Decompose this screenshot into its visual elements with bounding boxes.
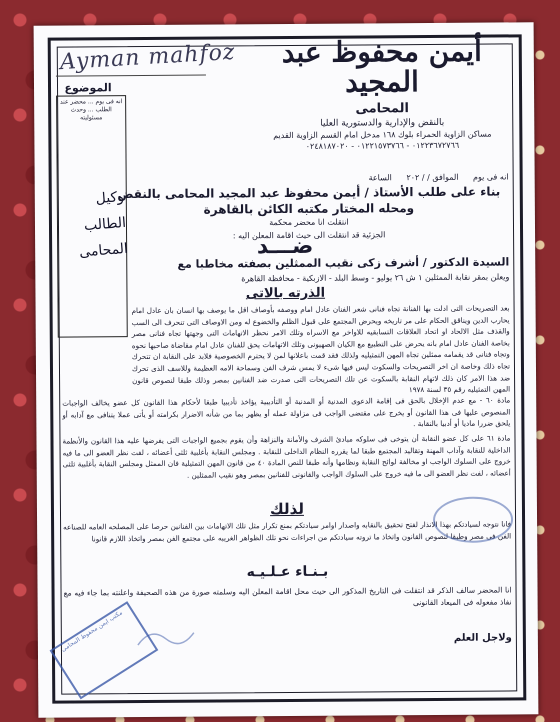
margin-fine-print: انه فى يوم ... محضر عند الطلب ... وحدث مسئوليته: [59, 98, 123, 122]
against-heading: ضـــد: [256, 233, 314, 260]
legal-document: [34, 22, 539, 717]
lawyer-title: المحامى: [355, 101, 409, 117]
section-title: الذرته بالاتى: [245, 285, 326, 302]
closing-heading: بـنـاء عـلـيـه: [246, 563, 329, 581]
requester-block: بناء على طلب الأستاذ / أيمن محفوظ عبد المجيد المحامى بالنقض ومحله المختار مكتبه الكائن بالقاهرة انتقلت انا محضر محكمة الجزئية قد انتقلت الى حيث اقامة المعلن اليه :: [117, 184, 501, 241]
subject-label: الموضوع: [64, 81, 112, 95]
paragraph-statements: بعد التصريحات التى ادلت بها الفنانة تجاه فنانى شعر الفنان عادل امام ووصفه بأوصاف اقل ما يوصف بها انسان بان عادل امام يحارب الدين ويناقق الحكام على مر تاريخه ويحرض المجتمع على قبول الظلم والخضوع له ومن الاوصاف التى تنحرف الى السب والقذف مثل الالحاد او اتحاد العلاقات التسابقيه للاواخر مع الاسراه وتلك الامر نحظر الاتهامات التى وجهتها تجاه فنانى مصر بخاصة الفنان عادل امام بانه يحرض على التطبيع مع الكيان الصهيونى وتلك الاتهامات يحق للفنان عادل امام مقاضاة صاحبها نحوه وتجاه فنانى قد يقمامه ممثلين تجاه المهن التمثيليه ولذلك فقد قمت باعلانها لمن لا يحترم الخصوصية فلابد على النقابة ان تتحرك تجاه ذلك وخاصة ان اخر التصريحات والسكوت ليس فيها شىء لا يمس شرف الفن وسماحة الامه العظيمة وللاسف الذى تحرك ضد هذا الامر كان ذلك لاتهام النقابة بالسكوت عن تلك التصريحات التى صدرت ضد الفنانين بمصر وذلك طبقا لنصوص قانون المهن التمثيليه رقم ٣٥ لسنة ١٩٧٨: [131, 303, 511, 395]
handwritten-signature: Ayman mahfoz: [59, 39, 237, 76]
respondent-block: السيدة الدكتور / أشرف زكى نقيب الممثلين بصفته مخاطبا مع ويعلن بمقر نقابة الممثلين ١ ش ٢٦ يوليو - وسط البلد - الازبكية - محافظة القاهرة: [177, 255, 510, 284]
lawyer-name: أيمن محفوظ عبد المجيد: [281, 34, 482, 99]
section-therefore: لذلك: [269, 499, 304, 519]
seal-mark: [433, 496, 513, 543]
office-address: مساكن الزاوية الحمراء بلوك ١٦٨ مدخل امام القسم الزاوية القديم: [273, 129, 492, 141]
paragraph-request: فانا نتوجه لسيادتكم بهذا الانذار لفتح تحقيق بالنقابه واصدار اوامر سيادتكم بمنع تكرار مثل تلك الاتهامات بين الفنانين حرصا على المصلحه العامه للصناعه الفن فى مصر وطبقا لنصوص القانون واتخاذ ما تروته سيادتكم من اجراءات نحو تلك الظواهر الغريبه على مجتمع الفن بمصر واتخاذ اللازم قانونا: [63, 519, 512, 543]
letterhead: [252, 36, 513, 151]
footer-note: ولاجل العلم: [453, 632, 512, 644]
office-stamp: مكتب ايمن محفوظ المحامى: [50, 601, 159, 699]
paragraph-article-60: مادة ٦٠ - مع عدم الإخلال بالحق فى إقامة الدعوى المدنية أو المدنية أو التأديبية يؤاخذ تأديبيا طبقا لأحكام هذا القانون كل عضو يخالف الواجبات المنصوص عليها فى هذا القانون أو يخرج على مقتضى الواجب فى مزاولة عمله أو يظهر بما من شأنه الاضرار بكرامته أو يأتى عملا يتنافى مع آدابه أو يلحق ضررا ماديا أو أدبيا بالنقابة .: [62, 395, 511, 429]
paragraph-article-61: مادة ٦١ على كل عضو النقابة أن يتوخى فى سلوكه مبادئ الشرف والأمانة والنزاهة وأن يقوم بجميع الواجبات التى يفرضها عليه هذا القانون والأنظمة الداخلية للنقابة وآداب المهنة وتقاليد المجتمع طبقا لما يقرره النظام الداخلى للنقابة . ومجلس النقابة بأغلبية ثلثى أعضائه ، لفت نظر العضو الى ما فيه خروج على السلوك الواجب او مخالفة لوائح النقابة ونظامها وأنه طبقا للنص المادة ٤٠ من قانون المهن التمثيلية فان الممثل ومجلس النقابة بأغلبية ثلثى أعضائه ، لفت نظر العضو الى ما فيه خروج على السلوك الواجب والقانونى للفنانين بمصر وهو نقيب الممثلين .: [62, 433, 511, 480]
date-row: انه فى يوم الموافق / / ٢٠٢ الساعة: [368, 172, 509, 183]
office-phones: ٠١٢٢٣٦٧٢٧٦٦ - ٠١٢٢١٥٧٣٧٦٦ - ٠٢٤٨١٨٧٠٢٠: [305, 140, 460, 151]
margin-handwriting: وكيل الطالب المحامى: [78, 188, 129, 261]
ink-scribble: [136, 625, 196, 651]
lawyer-specialty: بالنقض والإدارية والدستورية العليا: [320, 117, 445, 129]
paragraph-bailiff: انا المحضر سالف الذكر قد انتقلت فى التاريخ المذكور الى حيث محل اقامة المعلن اليه وسلمته صورة من هذه الصحيفة واعلنته بما جاء فيه مع نفاذ مفعوله فى الميعاد القانونى: [63, 585, 512, 607]
